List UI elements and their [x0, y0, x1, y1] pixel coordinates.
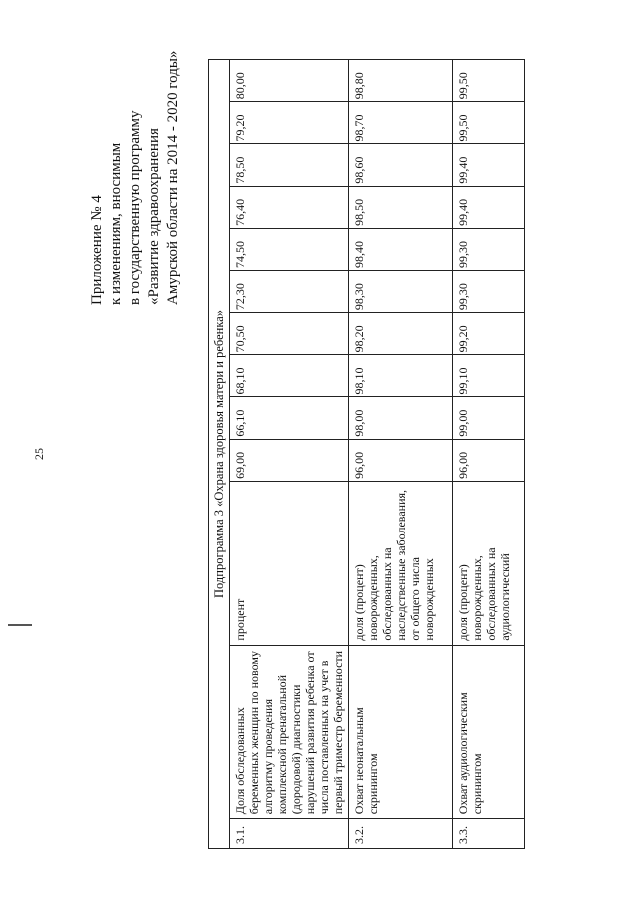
- value-cell: 98,70: [349, 102, 453, 144]
- value-cell: 98,40: [349, 228, 453, 270]
- indicator-unit: процент: [230, 481, 349, 645]
- value-cell: 74,50: [230, 228, 349, 270]
- value-cell: 98,80: [349, 60, 453, 102]
- indicator-name: Охват аудиологическим скринингом: [453, 645, 525, 819]
- value-cell: 98,30: [349, 270, 453, 312]
- annex-line: Приложение № 4: [89, 195, 105, 305]
- row-number: 3.2.: [349, 819, 453, 849]
- value-cell: 99,20: [453, 313, 525, 355]
- value-cell: 99,00: [453, 397, 525, 439]
- annex-line: «Развитие здравоохранения: [146, 128, 162, 305]
- value-cell: 98,00: [349, 397, 453, 439]
- value-cell: 99,50: [453, 60, 525, 102]
- value-cell: 69,00: [230, 439, 349, 481]
- value-cell: 72,30: [230, 270, 349, 312]
- subprogram-title: Подпрограмма 3 «Охрана здоровья матери и ребенка»: [209, 60, 230, 849]
- table-row: [230, 60, 349, 849]
- value-cell: 99,50: [453, 102, 525, 144]
- value-cell: 98,10: [349, 355, 453, 397]
- indicators-table: [208, 59, 525, 849]
- annex-line: в государственную программу: [127, 110, 143, 305]
- value-cell: 99,10: [453, 355, 525, 397]
- page-number: 25: [32, 448, 46, 460]
- value-cell: 98,50: [349, 186, 453, 228]
- annex-header: [88, 51, 183, 305]
- table-row: [453, 60, 525, 849]
- value-cell: 96,00: [349, 439, 453, 481]
- indicator-name: Охват неонатальным скринингом: [349, 645, 453, 819]
- annex-line: Амурской области на 2014 - 2020 годы»: [165, 50, 181, 305]
- value-cell: 79,20: [230, 102, 349, 144]
- value-cell: 99,30: [453, 270, 525, 312]
- indicator-name: Доля обследованных беременных женщин по новому алгоритму проведения комплексной пренатальной (дородовой) диагностики нарушений развития ребенка от числа поставленных на учет в первый триместр беременности: [230, 645, 349, 819]
- table-row: [349, 60, 453, 849]
- value-cell: 99,30: [453, 228, 525, 270]
- value-cell: 68,10: [230, 355, 349, 397]
- value-cell: 99,40: [453, 144, 525, 186]
- indicator-unit: доля (процент) новорожденных, обследованных на наследственные заболевания, от общего числа новорожденных: [349, 481, 453, 645]
- row-number: 3.1.: [230, 819, 349, 849]
- value-cell: 70,50: [230, 313, 349, 355]
- value-cell: 80,00: [230, 60, 349, 102]
- value-cell: 98,60: [349, 144, 453, 186]
- row-number: 3.3.: [453, 819, 525, 849]
- value-cell: 96,00: [453, 439, 525, 481]
- value-cell: 76,40: [230, 186, 349, 228]
- value-cell: 99,40: [453, 186, 525, 228]
- subprogram-header-row: [209, 60, 230, 849]
- indicator-unit: доля (процент) новорожденных, обследованных на аудиологический: [453, 481, 525, 645]
- value-cell: 78,50: [230, 144, 349, 186]
- annex-line: к изменениям, вносимым: [108, 142, 124, 305]
- value-cell: 66,10: [230, 397, 349, 439]
- value-cell: 98,20: [349, 313, 453, 355]
